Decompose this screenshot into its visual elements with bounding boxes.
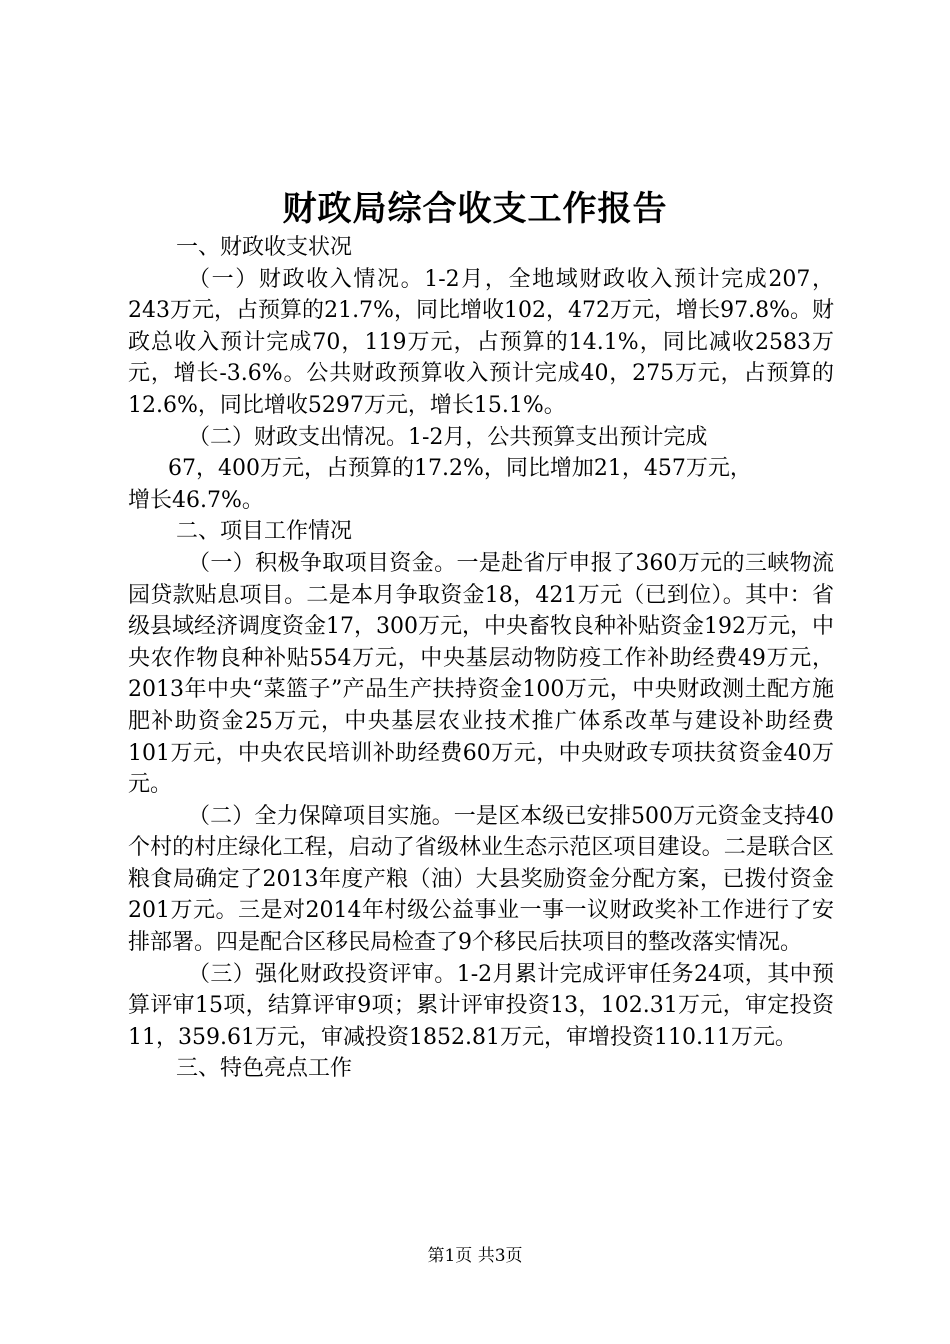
paragraph-expenditure-line-2: 67，400万元，占预算的17.2%，同比增加21，457万元， [168, 456, 752, 482]
page-footer: 第1页 共3页 [427, 1246, 523, 1266]
paragraph-project-funds: （一）积极争取项目资金。一是赴省厅申报了360万元的三峡物流园贷款贴息项目。二是本月争取资金18，421万元（已到位）。其中：省级县域经济调度资金17，300万元，中央畜牧良种补贴资金192万元，中央农作物良种补贴554万元，中央基层动物防疫工作补助经费49万元，2013年中央“菜篮子”产品生产扶持资金100万元，中央财政测土配方施肥补助资金25万元，中央基层农业技术推广体系改革与建设补助经费101万元，中央农民培训补助经费60万元，中央财政专项扶贫资金40万元。 [128, 550, 834, 798]
section-heading-1: 一、财政收支状况 [176, 235, 353, 260]
paragraph-revenue: （一）财政收入情况。1-2月，全地域财政收入预计完成207，243万元，占预算的21.7%，同比增收102，472万元，增长97.8%。财政总收入预计完成70，119万元，占预算的14.1%，同比减收2583万元，增长-3.6%。公共财政预算收入预计完成40，275万元，占预算的12.6%，同比增收5297万元，增长15.1%。 [128, 266, 834, 418]
section-heading-3: 三、特色亮点工作 [176, 1056, 353, 1082]
paragraph-expenditure-line-1: （二）财政支出情况。1-2月，公共预算支出预计完成 [188, 424, 708, 450]
document-body [128, 232, 834, 1085]
document-title: 财政局综合收支工作报告 [282, 189, 668, 229]
paragraph-investment-review: （三）强化财政投资评审。1-2月累计完成评审任务24项，其中预算评审15项，结算评审9项；累计评审投资13，102.31万元，审定投资11，359.61万元，审减投资1852.81万元，审增投资110.11万元。 [128, 961, 834, 1050]
paragraph-project-implementation: （二）全力保障项目实施。一是区本级已安排500万元资金支持40个村的村庄绿化工程，启动了省级林业生态示范区项目建设。二是联合区粮食局确定了2013年度产粮（油）大县奖励资金分配方案，已拨付资金201万元。三是对2014年村级公益事业一事一议财政奖补工作进行了安排部署。四是配合区移民局检查了9个移民后扶项目的整改落实情况。 [128, 803, 834, 956]
paragraph-expenditure-line-3: 增长46.7%。 [128, 487, 264, 513]
section-heading-2: 二、项目工作情况 [176, 519, 353, 545]
